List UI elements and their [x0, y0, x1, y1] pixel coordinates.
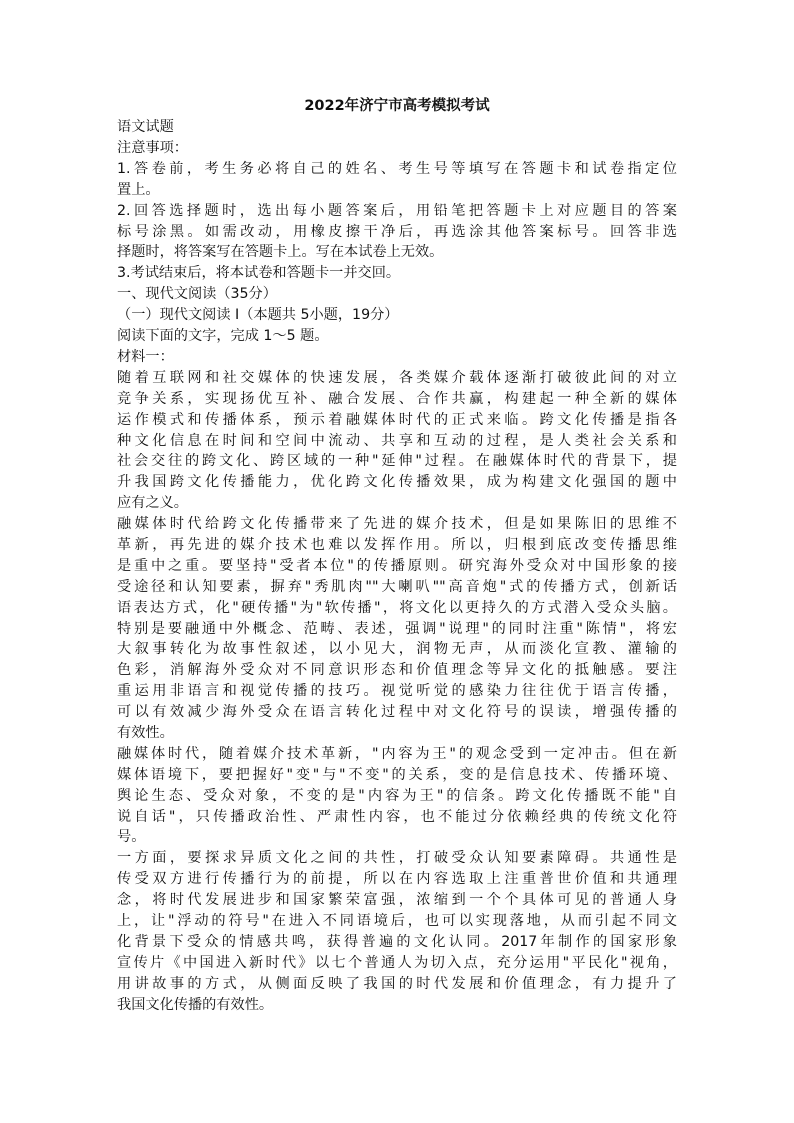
- paragraph-line: 融媒体时代，随着媒介技术革新，"内容为王"的观念受到一定冲击。但在新: [117, 745, 677, 762]
- note-item-1-line: 置上。: [117, 181, 160, 198]
- subject-label: 语文试题: [117, 119, 174, 135]
- paragraph: [117, 744, 677, 848]
- exam-title: 2022年济宁市高考模拟考试: [304, 98, 490, 114]
- paragraph-line: 社会交往的跨文化、跨区域的一种"延伸"过程。在融媒体时代的背景下，提: [117, 453, 677, 470]
- paragraph: [117, 514, 677, 744]
- paragraph-line: 升我国跨文化传播能力，优化跨文化传播效果，成为构建文化强国的题中: [117, 474, 677, 491]
- paragraph-line: 可以有效减少海外受众在语言转化过程中对文化符号的误读，增强传播的: [117, 704, 677, 721]
- paragraph-line: 种文化信息在时间和空间中流动、共享和互动的过程，是人类社会关系和: [117, 432, 677, 449]
- note-item-1-line: 1.答卷前，考生务必将自己的姓名、考生号等填写在答题卡和试卷指定位: [117, 160, 677, 177]
- exam-page: [117, 96, 677, 1016]
- paragraph-line: 竞争关系，实现扬优互补、融合发展、合作共赢，构建起一种全新的媒体: [117, 390, 677, 407]
- paragraph-line: 念，将时代发展进步和国家繁荣富强，浓缩到一个个具体可见的普通人身: [117, 892, 677, 909]
- paragraph: [117, 368, 677, 514]
- section-heading: 一、现代文阅读（35分）: [117, 286, 277, 303]
- paragraph-line: 是重中之重。要坚持"受者本位"的传播原则。研究海外受众对中国形象的接: [117, 557, 677, 574]
- material-label: 材料一：: [117, 348, 174, 365]
- paragraph-line: 传受双方进行传播行为的前提，所以在内容选取上注重普世价值和共通理: [117, 871, 677, 888]
- paragraph-line: 用讲故事的方式，从侧面反映了我国的时代发展和价值理念，有力提升了: [117, 975, 677, 992]
- paragraph-line: 运作模式和传播体系，预示着融媒体时代的正式来临。跨文化传播是指各: [117, 411, 677, 428]
- paragraph-line: 说自话"，只传播政治性、严肃性内容，也不能过分依赖经典的传统文化符: [117, 808, 677, 825]
- paragraph-line: 色彩，消解海外受众对不同意识形态和价值理念等异文化的抵触感。要注: [117, 662, 677, 679]
- material-body: [117, 368, 677, 1016]
- paragraph-line: 宣传片《中国进入新时代》以七个普通人为切入点，充分运用"平民化"视角，: [117, 954, 677, 971]
- notes-heading: 注意事项：: [117, 139, 188, 156]
- note-item-2-line: 择题时，将答案写在答题卡上。写在本试卷上无效。: [117, 244, 444, 261]
- paragraph-line: 特别是要融通中外概念、范畴、表述，强调"说理"的同时注重"陈情"，将宏: [117, 620, 677, 637]
- paragraph-line: 化背景下受众的情感共鸣，获得普遍的文化认同。2017年制作的国家形象: [117, 933, 677, 950]
- paragraph-line: 上，让"浮动的符号"在进入不同语境后，也可以实现落地，从而引起不同文: [117, 913, 677, 930]
- paragraph-line: 随着互联网和社交媒体的快速发展，各类媒介载体逐渐打破彼此间的对立: [117, 369, 677, 386]
- note-item-2-line: 2.回答选择题时，选出每小题答案后，用铅笔把答题卡上对应题目的答案: [117, 202, 677, 219]
- paragraph-line: 一方面，要探求异质文化之间的共性，打破受众认知要素障碍。共通性是: [117, 850, 677, 867]
- paragraph-line: 受途径和认知要素，摒弃"秀肌肉""大喇叭""高音炮"式的传播方式，创新话: [117, 578, 677, 595]
- paragraph-line: 革新，再先进的媒介技术也难以发挥作用。所以，归根到底改变传播思维: [117, 536, 677, 553]
- paragraph-line: 我国文化传播的有效性。: [117, 996, 274, 1013]
- paragraph: [117, 848, 677, 1015]
- note-item-3: 3.考试结束后，将本试卷和答题卡一并交回。: [117, 265, 401, 282]
- paragraph-line: 应有之义。: [117, 495, 188, 512]
- paragraph-line: 语表达方式，化"硬传播"为"软传播"，将文化以更持久的方式潜入受众头脑。: [117, 599, 677, 616]
- paragraph-line: 大叙事转化为故事性叙述，以小见大，润物无声，从而淡化宣教、灌输的: [117, 641, 677, 658]
- paragraph-line: 融媒体时代给跨文化传播带来了先进的媒介技术，但是如果陈旧的思维不: [117, 516, 677, 533]
- paragraph-line: 媒体语境下，要把握好"变"与"不变"的关系，变的是信息技术、传播环境、: [117, 766, 677, 783]
- reading-instruction: 阅读下面的文字，完成 1～5 题。: [117, 328, 329, 345]
- paragraph-line: 有效性。: [117, 724, 174, 741]
- note-item-2-line: 标号涂黑。如需改动，用橡皮擦干净后，再选涂其他答案标号。回答非选: [117, 223, 677, 240]
- paragraph-line: 舆论生态、受众对象，不变的是"内容为王"的信条。跨文化传播既不能"自: [117, 787, 677, 804]
- paragraph-line: 重运用非语言和视觉传播的技巧。视觉听觉的感染力往往优于语言传播，: [117, 683, 677, 700]
- section-sub-heading: （一）现代文阅读 I（本题共 5小题，19分）: [117, 307, 399, 324]
- paragraph-line: 号。: [117, 829, 146, 846]
